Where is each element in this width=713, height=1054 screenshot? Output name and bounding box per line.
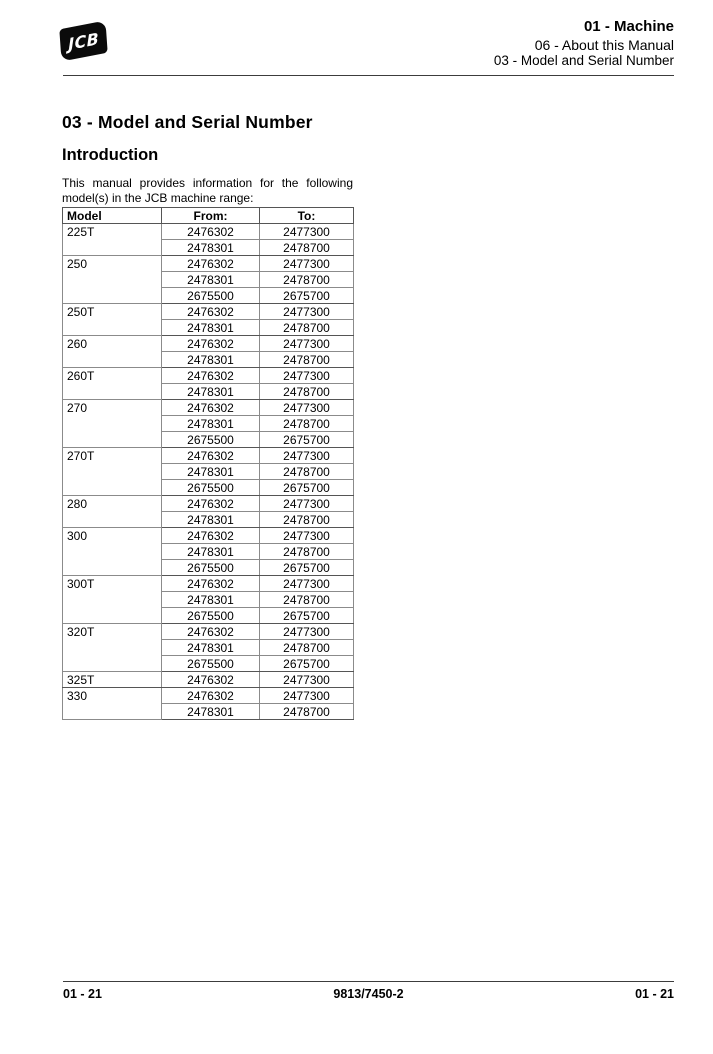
table-row	[63, 256, 354, 272]
header-subsection-ref: 03 - Model and Serial Number	[493, 53, 674, 68]
table-row	[63, 400, 354, 416]
serial-to-cell: 2477300	[260, 688, 354, 704]
serial-from-cell: 2478301	[162, 704, 260, 720]
serial-from-cell: 2476302	[162, 672, 260, 688]
header-divider	[63, 75, 674, 76]
serial-to-cell: 2478700	[260, 640, 354, 656]
table-header-row	[63, 208, 354, 224]
model-cell: 300T	[63, 576, 162, 624]
serial-to-cell: 2675700	[260, 656, 354, 672]
serial-to-cell: 2478700	[260, 544, 354, 560]
serial-to-cell: 2477300	[260, 528, 354, 544]
model-cell: 270T	[63, 448, 162, 496]
serial-from-cell: 2476302	[162, 576, 260, 592]
table-row	[63, 224, 354, 240]
serial-to-cell: 2477300	[260, 624, 354, 640]
serial-from-cell: 2476302	[162, 336, 260, 352]
model-cell: 250	[63, 256, 162, 304]
serial-to-cell: 2478700	[260, 384, 354, 400]
column-header-from: From:	[162, 208, 260, 224]
serial-to-cell: 2478700	[260, 272, 354, 288]
table-row	[63, 304, 354, 320]
serial-from-cell: 2675500	[162, 432, 260, 448]
column-header-model: Model	[63, 208, 162, 224]
column-header-to: To:	[260, 208, 354, 224]
serial-from-cell: 2478301	[162, 544, 260, 560]
header-section-ref: 06 - About this Manual	[534, 37, 674, 53]
serial-to-cell: 2477300	[260, 496, 354, 512]
serial-to-cell: 2478700	[260, 512, 354, 528]
serial-to-cell: 2478700	[260, 416, 354, 432]
serial-to-cell: 2478700	[260, 592, 354, 608]
serial-from-cell: 2675500	[162, 608, 260, 624]
table-row	[63, 688, 354, 704]
table-row	[63, 576, 354, 592]
serial-from-cell: 2476302	[162, 528, 260, 544]
table-row	[63, 448, 354, 464]
section-heading-introduction: Introduction	[62, 146, 159, 164]
table-body	[63, 224, 354, 720]
serial-to-cell: 2477300	[260, 256, 354, 272]
model-cell: 260	[63, 336, 162, 368]
serial-from-cell: 2476302	[162, 256, 260, 272]
serial-to-cell: 2477300	[260, 224, 354, 240]
serial-from-cell: 2675500	[162, 656, 260, 672]
serial-from-cell: 2478301	[162, 240, 260, 256]
serial-to-cell: 2477300	[260, 336, 354, 352]
serial-from-cell: 2476302	[162, 400, 260, 416]
serial-to-cell: 2477300	[260, 576, 354, 592]
footer-page-number-left: 01 - 21	[63, 987, 102, 1001]
model-cell: 250T	[63, 304, 162, 336]
table-row	[63, 672, 354, 688]
serial-from-cell: 2476302	[162, 496, 260, 512]
serial-to-cell: 2478700	[260, 464, 354, 480]
serial-to-cell: 2478700	[260, 320, 354, 336]
serial-from-cell: 2476302	[162, 304, 260, 320]
serial-to-cell: 2675700	[260, 432, 354, 448]
serial-to-cell: 2477300	[260, 368, 354, 384]
footer-divider	[63, 981, 674, 982]
serial-from-cell: 2476302	[162, 448, 260, 464]
model-cell: 280	[63, 496, 162, 528]
serial-from-cell: 2478301	[162, 352, 260, 368]
serial-from-cell: 2478301	[162, 464, 260, 480]
serial-from-cell: 2675500	[162, 288, 260, 304]
footer	[63, 987, 674, 1001]
table-row	[63, 336, 354, 352]
footer-page-number-right: 01 - 21	[635, 987, 674, 1001]
serial-from-cell: 2478301	[162, 320, 260, 336]
serial-to-cell: 2477300	[260, 400, 354, 416]
serial-to-cell: 2675700	[260, 288, 354, 304]
jcb-logo	[59, 20, 107, 61]
serial-to-cell: 2478700	[260, 704, 354, 720]
serial-to-cell: 2478700	[260, 352, 354, 368]
serial-number-table	[62, 207, 354, 720]
model-cell: 330	[63, 688, 162, 720]
serial-from-cell: 2675500	[162, 480, 260, 496]
page-title: 03 - Model and Serial Number	[62, 112, 313, 132]
serial-from-cell: 2476302	[162, 624, 260, 640]
table-row	[63, 624, 354, 640]
serial-from-cell: 2478301	[162, 416, 260, 432]
model-cell: 225T	[63, 224, 162, 256]
serial-to-cell: 2675700	[260, 560, 354, 576]
model-cell: 300	[63, 528, 162, 576]
header-breadcrumb	[494, 17, 674, 69]
serial-to-cell: 2478700	[260, 240, 354, 256]
serial-from-cell: 2478301	[162, 272, 260, 288]
footer-document-number: 9813/7450-2	[333, 987, 404, 1001]
serial-to-cell: 2477300	[260, 448, 354, 464]
table-row	[63, 528, 354, 544]
table-row	[63, 496, 354, 512]
serial-to-cell: 2477300	[260, 672, 354, 688]
jcb-logo-text: JCB	[67, 28, 100, 54]
serial-from-cell: 2478301	[162, 384, 260, 400]
serial-from-cell: 2476302	[162, 224, 260, 240]
serial-from-cell: 2478301	[162, 512, 260, 528]
model-cell: 325T	[63, 672, 162, 688]
serial-to-cell: 2675700	[260, 480, 354, 496]
serial-from-cell: 2675500	[162, 560, 260, 576]
serial-to-cell: 2477300	[260, 304, 354, 320]
table-row	[63, 368, 354, 384]
header-chapter-ref: 01 - Machine	[583, 18, 674, 35]
model-cell: 260T	[63, 368, 162, 400]
model-cell: 320T	[63, 624, 162, 672]
serial-from-cell: 2478301	[162, 592, 260, 608]
serial-from-cell: 2478301	[162, 640, 260, 656]
serial-to-cell: 2675700	[260, 608, 354, 624]
model-cell: 270	[63, 400, 162, 448]
intro-paragraph: This manual provides information for the following model(s) in the JCB machine range:	[62, 176, 353, 205]
serial-from-cell: 2476302	[162, 688, 260, 704]
serial-from-cell: 2476302	[162, 368, 260, 384]
